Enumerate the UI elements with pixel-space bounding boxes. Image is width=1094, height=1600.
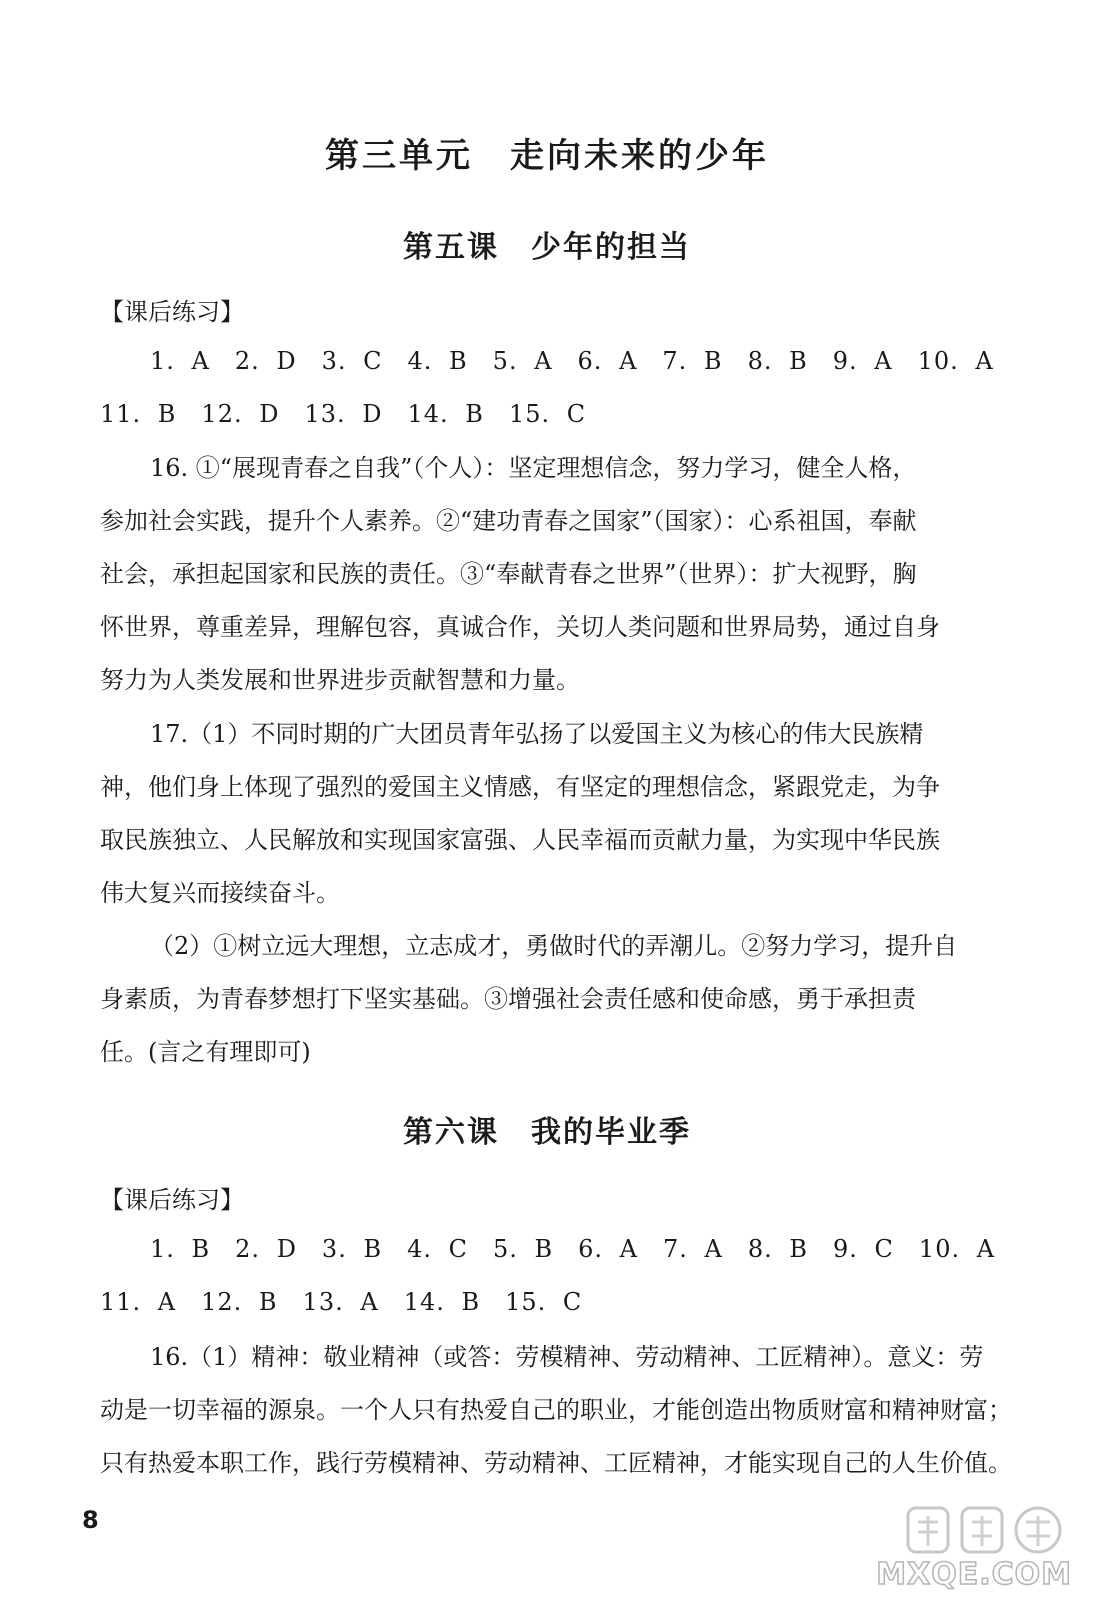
lesson-6-q16-line: 只有热爱本职工作，践行劳模精神、劳动精神、工匠精神，才能实现自己的人生价值。: [100, 1449, 1012, 1477]
lesson-6-mc-answers-line-2: 11. A 12. B 13. A 14. B 15. C: [100, 1288, 583, 1316]
lesson-6-q16-line: 16.（1）精神：敬业精神（或答：劳模精神、劳动精神、工匠精神）。意义：劳: [150, 1343, 984, 1371]
lesson-5-q17-1-line: 神，他们身上体现了强烈的爱国主义情感，有坚定的理想信念，紧跟党走，为争: [100, 773, 940, 801]
lesson-6-section-label: 【课后练习】: [100, 1186, 244, 1214]
watermark: [876, 1500, 1082, 1596]
page-number: 8: [82, 1506, 99, 1534]
lesson-5-section-label: 【课后练习】: [100, 298, 244, 326]
lesson-5-q17-2-line: （2）①树立远大理想，立志成才，勇做时代的弄潮儿。②努力学习，提升自: [150, 932, 958, 960]
unit-title: 第三单元 走向未来的少年: [325, 136, 769, 176]
lesson-5-q16-line: 社会，承担起国家和民族的责任。③“奉献青春之世界”（世界）：扩大视野，胸: [100, 560, 917, 588]
lesson-5-q17-1-line: 取民族独立、人民解放和实现国家富强、人民幸福而贡献力量，为实现中华民族: [100, 826, 940, 854]
watermark-logo-icon: [900, 1502, 1070, 1558]
lesson-6-mc-answers-line-1: 1. B 2. D 3. B 4. C 5. B 6. A 7. A 8. B 9. C 10. A: [150, 1235, 996, 1263]
lesson-5-q16-line: 怀世界，尊重差异，理解包容，真诚合作，关切人类问题和世界局势，通过自身: [100, 613, 940, 641]
lesson-6-q16-line: 动是一切幸福的源泉。一个人只有热爱自己的职业，才能创造出物质财富和精神财富；: [100, 1396, 1012, 1424]
lesson-5-q16-line: 努力为人类发展和世界进步贡献智慧和力量。: [100, 666, 580, 694]
lesson-6-title: 第六课 我的毕业季: [403, 1115, 691, 1150]
lesson-5-q17-2-line: 任。(言之有理即可): [100, 1038, 311, 1066]
lesson-5-q17-1-line: 伟大复兴而接续奋斗。: [100, 879, 340, 907]
lesson-5-mc-answers-line-2: 11. B 12. D 13. D 14. B 15. C: [100, 400, 587, 428]
lesson-5-title: 第五课 少年的担当: [403, 230, 691, 265]
lesson-5-mc-answers-line-1: 1. A 2. D 3. C 4. B 5. A 6. A 7. B 8. B 9. A 10. A: [150, 347, 994, 375]
lesson-5-q17-1-line: 17.（1）不同时期的广大团员青年弘扬了以爱国主义为核心的伟大民族精: [150, 720, 924, 748]
lesson-5-q16-line: 参加社会实践，提升个人素养。②“建功青春之国家”（国家）：心系祖国，奉献: [100, 507, 917, 535]
lesson-5-q16-line: 16. ①“展现青春之自我”（个人）：坚定理想信念，努力学习，健全人格，: [150, 454, 917, 482]
watermark-text: MXQE.COM: [876, 1557, 1072, 1592]
lesson-5-q17-2-line: 身素质，为青春梦想打下坚实基础。③增强社会责任感和使命感，勇于承担责: [100, 985, 916, 1013]
